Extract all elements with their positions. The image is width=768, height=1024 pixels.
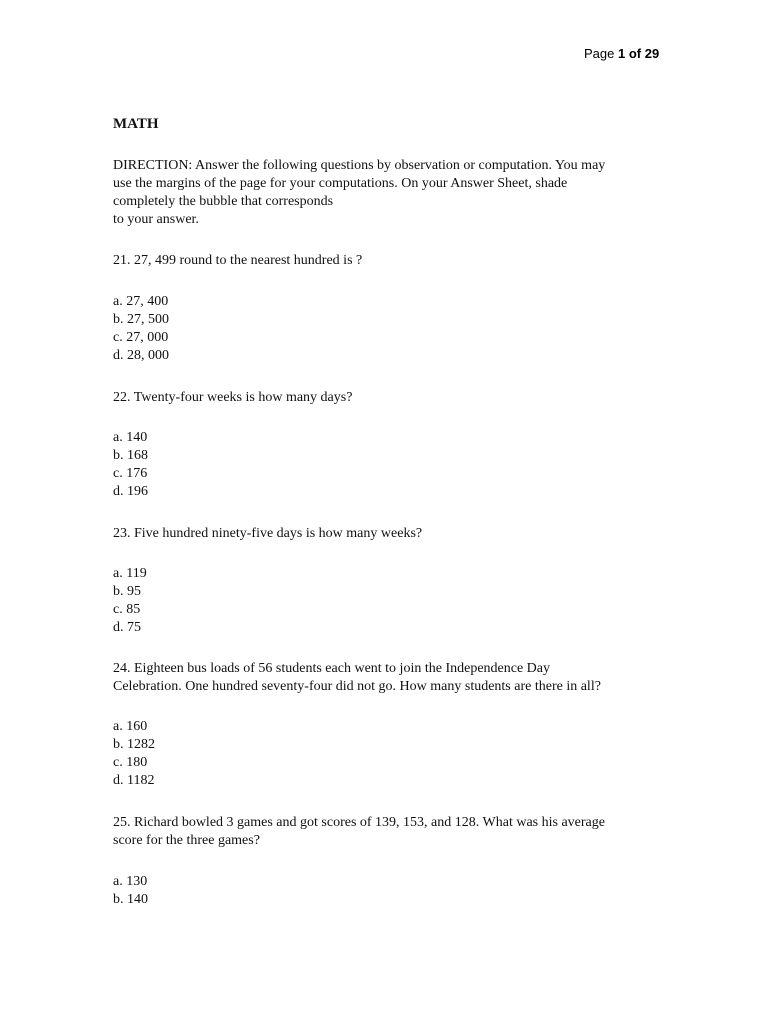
page-total: 29 (644, 46, 660, 61)
question-21-options (113, 293, 169, 365)
question-text (113, 389, 352, 407)
question-25-options (113, 873, 148, 909)
question-24 (113, 660, 601, 696)
option-b: b. 140 (113, 892, 148, 907)
option-a: a. 140 (113, 430, 148, 445)
option-c: c. 180 (113, 755, 148, 770)
page-current: 1 (618, 46, 626, 61)
option-b: b. 1282 (113, 737, 155, 752)
option-d: d. 196 (113, 484, 148, 499)
direction-line: completely the bubble that corresponds (113, 194, 334, 209)
option-c: c. 176 (113, 466, 148, 481)
page-of: of (628, 46, 642, 61)
question-line: Celebration. One hundred seventy-four did not go. How many students are there in all? (113, 679, 601, 694)
option-a: a. 160 (113, 719, 148, 734)
page-number (584, 46, 659, 61)
option-c: c. 85 (113, 602, 141, 617)
question-23 (113, 525, 422, 543)
question-text (113, 660, 601, 696)
question-22 (113, 389, 352, 407)
direction-paragraph (113, 157, 658, 229)
option-d: d. 28, 000 (113, 348, 169, 363)
question-23-options (113, 565, 147, 637)
page-word: Page (584, 46, 615, 61)
option-b: b. 95 (113, 584, 141, 599)
question-line: score for the three games? (113, 833, 260, 848)
question-22-options (113, 429, 148, 501)
section-title: MATH (113, 116, 159, 132)
question-21 (113, 252, 362, 270)
question-text (113, 525, 422, 543)
option-b: b. 27, 500 (113, 312, 169, 327)
direction-line: to your answer. (113, 212, 199, 227)
question-line: 23. Five hundred ninety-five days is how many weeks? (113, 526, 423, 541)
question-line: 22. Twenty-four weeks is how many days? (113, 390, 353, 405)
direction-line: DIRECTION: Answer the following questions by observation or computation. You may (113, 158, 606, 173)
option-c: c. 27, 000 (113, 330, 169, 345)
question-text (113, 252, 362, 270)
option-d: d. 1182 (113, 773, 155, 788)
direction-line: use the margins of the page for your computations. On your Answer Sheet, shade (113, 176, 568, 191)
option-d: d. 75 (113, 620, 141, 635)
option-a: a. 119 (113, 566, 147, 581)
question-25 (113, 814, 605, 850)
question-text (113, 814, 605, 850)
option-a: a. 27, 400 (113, 294, 169, 309)
option-b: b. 168 (113, 448, 148, 463)
question-line: 21. 27, 499 round to the nearest hundred is ? (113, 253, 363, 268)
question-24-options (113, 718, 155, 790)
question-line: 25. Richard bowled 3 games and got scores of 139, 153, and 128. What was his average (113, 815, 605, 830)
question-line: 24. Eighteen bus loads of 56 students each went to join the Independence Day (113, 661, 550, 676)
option-a: a. 130 (113, 874, 148, 889)
